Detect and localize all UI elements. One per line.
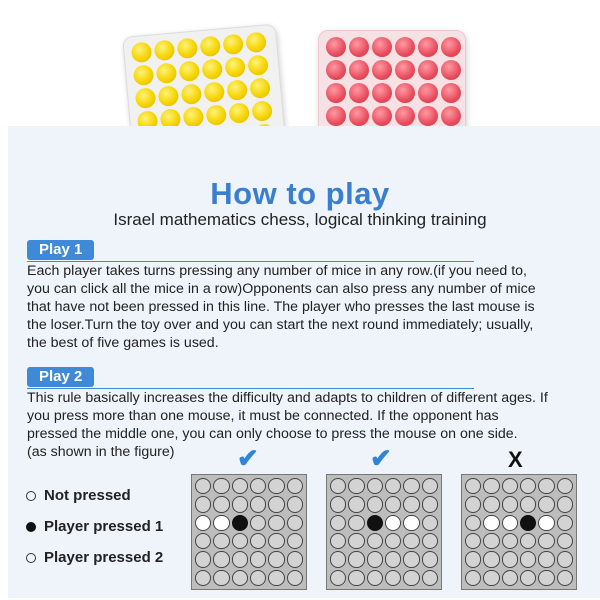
board-cell: [213, 570, 229, 586]
board-cell: [268, 570, 284, 586]
board-cell: [483, 496, 499, 512]
board-cell: [557, 551, 573, 567]
pop-bubble: [441, 83, 461, 103]
board-cell: [268, 515, 284, 531]
board-cell: [330, 570, 346, 586]
board-cell: [348, 515, 364, 531]
board-cell: [557, 533, 573, 549]
board-cell: [330, 551, 346, 567]
pop-bubble: [418, 83, 438, 103]
board-cell: [250, 533, 266, 549]
play1-line: that have not been pressed in this line. The player who presses the last mouse is: [27, 299, 535, 315]
pop-bubble: [133, 64, 155, 86]
board-cell: [403, 551, 419, 567]
pop-bubble: [224, 56, 246, 78]
board-cell: [287, 496, 303, 512]
pop-bubble: [372, 37, 392, 57]
example-board-invalid: [461, 474, 577, 590]
play2-line: (as shown in the figure): [27, 444, 175, 460]
pop-bubble: [326, 60, 346, 80]
pop-bubble: [205, 104, 227, 126]
board-cell: [502, 496, 518, 512]
board-cell: [195, 496, 211, 512]
board-cell: [502, 533, 518, 549]
board-cell: [367, 515, 383, 531]
board-cell: [330, 515, 346, 531]
board-cell: [232, 515, 248, 531]
board-cell: [403, 533, 419, 549]
board-cell: [330, 533, 346, 549]
pop-bubble: [222, 33, 244, 55]
board-cell: [483, 533, 499, 549]
board-cell: [250, 496, 266, 512]
board-cell: [367, 570, 383, 586]
board-cell: [348, 570, 364, 586]
board-cell: [520, 533, 536, 549]
board-cell: [465, 533, 481, 549]
board-cell: [483, 551, 499, 567]
play1-badge: Play 1: [27, 240, 94, 260]
pop-bubble: [441, 37, 461, 57]
board-cell: [268, 533, 284, 549]
play2-line: pressed the middle one, you can only choose to press the mouse on one side.: [27, 426, 518, 442]
play1-line: Each player takes turns pressing any number of mice in any row.(if you need to,: [27, 263, 527, 279]
board-cell: [538, 496, 554, 512]
board-cell: [287, 515, 303, 531]
board-cell: [367, 478, 383, 494]
board-cell: [268, 551, 284, 567]
legend-label: Player pressed 2: [44, 549, 164, 566]
board-cell: [483, 515, 499, 531]
board-cell: [348, 496, 364, 512]
board-cell: [520, 551, 536, 567]
pop-bubble: [372, 106, 392, 126]
pop-bubble: [249, 77, 271, 99]
board-cell: [287, 551, 303, 567]
cross-icon: X: [508, 447, 523, 472]
pop-bubble: [156, 62, 178, 84]
board-cell: [403, 496, 419, 512]
pop-bubble: [247, 54, 269, 76]
pop-bubble: [183, 106, 205, 128]
board-cell: [465, 496, 481, 512]
play1-line: the loser.Turn the toy over and you can start the next round immediately; usually,: [27, 317, 534, 333]
board-cell: [213, 515, 229, 531]
board-cell: [385, 515, 401, 531]
example-board-valid-1: [191, 474, 307, 590]
pop-bubble: [203, 81, 225, 103]
pop-bubble: [201, 58, 223, 80]
empty-circle-icon: [26, 491, 36, 501]
board-cell: [422, 478, 438, 494]
pop-bubble: [441, 106, 461, 126]
pop-bubble: [326, 106, 346, 126]
page-title: How to play: [210, 176, 390, 211]
board-cell: [538, 515, 554, 531]
board-cell: [250, 551, 266, 567]
legend-not-pressed: [26, 487, 131, 504]
board-cell: [195, 533, 211, 549]
board-cell: [250, 570, 266, 586]
pop-bubble: [418, 60, 438, 80]
board-cell: [502, 478, 518, 494]
board-cell: [403, 570, 419, 586]
empty-circle-icon: [26, 553, 36, 563]
board-cell: [367, 496, 383, 512]
board-cell: [287, 533, 303, 549]
pop-bubble: [395, 83, 415, 103]
board-cell: [232, 551, 248, 567]
pop-bubble: [251, 100, 273, 122]
board-cell: [557, 496, 573, 512]
board-cell: [250, 478, 266, 494]
board-cell: [213, 496, 229, 512]
play1-line: you can click all the mice in a row)Opponents can also press any number of mice: [27, 281, 536, 297]
board-cell: [232, 533, 248, 549]
board-cell: [502, 551, 518, 567]
board-cell: [268, 496, 284, 512]
board-cell: [403, 515, 419, 531]
pop-bubble: [349, 83, 369, 103]
pop-bubble: [372, 83, 392, 103]
board-cell: [422, 496, 438, 512]
pop-bubble: [349, 106, 369, 126]
board-cell: [287, 570, 303, 586]
play2-badge: Play 2: [27, 367, 94, 387]
board-cell: [502, 515, 518, 531]
board-cell: [367, 533, 383, 549]
pop-bubble: [372, 60, 392, 80]
board-cell: [250, 515, 266, 531]
pop-bubble: [177, 38, 199, 60]
legend-player2: [26, 549, 163, 566]
board-cell: [330, 496, 346, 512]
board-cell: [232, 570, 248, 586]
board-cell: [557, 570, 573, 586]
board-cell: [287, 478, 303, 494]
pop-bubble: [326, 83, 346, 103]
check-icon: ✔: [370, 443, 392, 473]
board-cell: [348, 551, 364, 567]
pop-bubble: [181, 83, 203, 105]
play1-description: [27, 262, 536, 352]
board-cell: [465, 515, 481, 531]
pop-bubble: [441, 60, 461, 80]
play2-line: This rule basically increases the difficulty and adapts to children of different ages. If: [27, 390, 548, 406]
board-cell: [520, 570, 536, 586]
board-cell: [422, 570, 438, 586]
board-cell: [520, 478, 536, 494]
pop-bubble: [158, 85, 180, 107]
board-cell: [385, 551, 401, 567]
board-cell: [538, 570, 554, 586]
pop-bubble: [179, 60, 201, 82]
board-cell: [465, 478, 481, 494]
board-cell: [557, 478, 573, 494]
pop-bubble: [349, 37, 369, 57]
board-cell: [538, 533, 554, 549]
play2-description: [27, 389, 548, 461]
pop-bubble: [199, 36, 221, 58]
pop-bubble: [418, 106, 438, 126]
pop-bubble: [228, 102, 250, 124]
board-cell: [385, 533, 401, 549]
legend-player1: [26, 518, 163, 535]
legend-label: Player pressed 1: [44, 518, 164, 535]
pop-bubble: [349, 60, 369, 80]
check-icon: ✔: [237, 443, 259, 473]
board-cell: [483, 570, 499, 586]
board-cell: [195, 515, 211, 531]
board-cell: [422, 551, 438, 567]
board-cell: [538, 551, 554, 567]
board-cell: [213, 551, 229, 567]
board-cell: [195, 551, 211, 567]
board-cell: [195, 570, 211, 586]
board-cell: [385, 570, 401, 586]
pop-bubble: [395, 60, 415, 80]
board-cell: [502, 570, 518, 586]
board-cell: [348, 533, 364, 549]
board-cell: [195, 478, 211, 494]
board-cell: [465, 551, 481, 567]
board-cell: [520, 515, 536, 531]
pop-bubble: [154, 40, 176, 62]
board-cell: [403, 478, 419, 494]
board-cell: [538, 478, 554, 494]
filled-circle-icon: [26, 522, 36, 532]
board-cell: [348, 478, 364, 494]
pop-bubble: [395, 37, 415, 57]
board-cell: [232, 496, 248, 512]
pop-bubble: [418, 37, 438, 57]
pop-bubble: [395, 106, 415, 126]
board-cell: [385, 496, 401, 512]
board-cell: [385, 478, 401, 494]
page-subtitle: Israel mathematics chess, logical thinking training: [113, 210, 487, 229]
legend-label: Not pressed: [44, 487, 131, 504]
pop-bubble: [226, 79, 248, 101]
board-cell: [557, 515, 573, 531]
pop-bubble: [131, 42, 153, 64]
play2-line: you press more than one mouse, it must be connected. If the opponent has: [27, 408, 499, 424]
board-cell: [232, 478, 248, 494]
board-cell: [422, 515, 438, 531]
board-cell: [213, 478, 229, 494]
board-cell: [330, 478, 346, 494]
board-cell: [422, 533, 438, 549]
product-photo: [0, 0, 600, 130]
board-cell: [213, 533, 229, 549]
board-cell: [465, 570, 481, 586]
board-cell: [367, 551, 383, 567]
play1-line: the best of five games is used.: [27, 335, 219, 351]
board-cell: [483, 478, 499, 494]
board-cell: [268, 478, 284, 494]
pop-bubble: [245, 31, 267, 53]
pop-bubble: [135, 87, 157, 109]
pop-bubble: [326, 37, 346, 57]
example-board-valid-2: [326, 474, 442, 590]
board-cell: [520, 496, 536, 512]
